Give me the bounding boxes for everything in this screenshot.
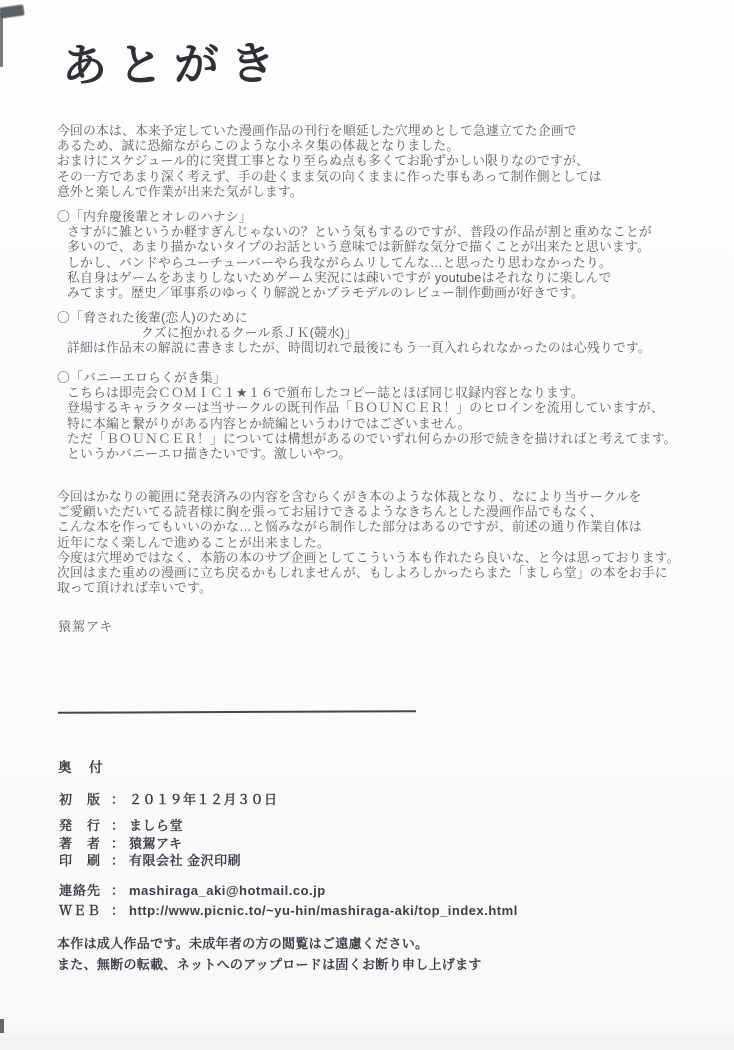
text-line: おまけにスケジュール的に突貫工事となり至らぬ点も多くてお恥ずかしい限りなのですが、 xyxy=(57,153,590,169)
colophon-label: 著 者 xyxy=(59,835,102,851)
intro-paragraph xyxy=(57,123,602,199)
section-heading-continued: クズに抱かれるクール系ＪＫ(競水)」 xyxy=(141,325,358,341)
colophon-colon: ： xyxy=(110,902,124,918)
section-heading: 〇「脅された後輩(恋人)のために xyxy=(57,310,248,325)
text-line: 登場するキャラクターは当サークルの既刊作品「ＢＯＵＮＣＥＲ！」のヒロインを流用していますが、 xyxy=(67,400,664,416)
section-heading: 〇「内弁慶後輩とオレのハナシ」 xyxy=(57,209,252,224)
colophon-label: 印 刷 xyxy=(59,853,102,869)
text-line: というかバニーエロ描きたいです。激しいやつ。 xyxy=(67,446,352,462)
colophon-edition-row xyxy=(59,789,278,808)
colophon-row xyxy=(59,901,518,921)
scan-edge-artifact xyxy=(0,13,3,67)
horizontal-divider xyxy=(58,710,416,714)
website-url: http://www.picnic.to/~yu-hin/mashiraga-aki/top_index.html xyxy=(129,902,518,918)
text-line: しかし、バンドやらユーチューバーやら我ながらムリしてんな…と思ったり思わなかったり。 xyxy=(67,254,612,270)
text-line: こちらは即売会ＣＯＭＩＣ１★１６で頒布したコピー誌とほぼ同じ収録内容となります。 xyxy=(67,385,585,401)
text-line: 今回はかなりの範囲に発表済みの内容を含むらくがき本のような体裁となり、なにより当サークルを xyxy=(57,489,642,504)
text-line: 取って頂ければ幸いです。 xyxy=(57,580,212,596)
author-signature: 猿駕アキ xyxy=(58,619,114,634)
text-line: こんな本を作ってもいいのかな…と悩みながら制作した部分はあるのですが、前述の通り作業自体は xyxy=(57,519,642,535)
text-line: 特に本編と繋がりがある内容とか続編というわけではございません。 xyxy=(67,415,471,431)
colophon-colon: ： xyxy=(110,792,124,807)
text-line: さすがに雑というか軽すぎんじゃないの？という気もするのですが、普段の作品が割と重めなことが xyxy=(67,224,652,240)
contact-email: mashiraga_aki@hotmail.co.jp xyxy=(129,883,326,898)
text-line: 今度は穴埋めではなく、本筋の本のサブ企画としてこういう本も作れたら良いな、と今は思っております。 xyxy=(57,549,680,565)
colophon-value: 有限会社 金沢印刷 xyxy=(129,853,242,869)
colophon-colon: ： xyxy=(110,883,124,898)
text-line: あるため、誠に恐縮ながらこのような小ネタ集の体裁となりました。 xyxy=(57,138,460,154)
section-body xyxy=(57,224,652,300)
text-line: 近年になく楽しんで進めることが出来ました。 xyxy=(57,534,330,550)
text-line: みてます。歴史／軍事系のゆっくり解説とかプラモデルのレビュー制作動画が好きです。 xyxy=(67,285,585,301)
colophon-colon: ： xyxy=(110,818,124,833)
colophon-value: ２０１９年１２月３０日 xyxy=(129,792,278,807)
colophon-contact-rows xyxy=(59,881,518,920)
colophon-value: 猿駕アキ xyxy=(129,835,183,851)
section-uchibenkei xyxy=(57,209,652,300)
colophon-colon: ： xyxy=(110,835,124,851)
closing-paragraph xyxy=(57,489,680,595)
colophon-colon: ： xyxy=(110,853,124,869)
text-line: 私自身はゲームをあまりしないためゲーム実況には疎いですが youtubeはそれなりに楽しんで xyxy=(67,269,612,285)
notice-line: また、無断の転載、ネットへのアップロードは固くお断り申し上げます xyxy=(57,957,482,972)
text-line: 多いので、あまり描かないタイプのお話という意味では新鮮な気分で描くことが出来たと思います。 xyxy=(67,239,650,255)
text-line: 意外と楽しんで作業が出来た気がします。 xyxy=(57,183,303,199)
section-odosareta xyxy=(57,310,651,356)
section-heading: 〇「バニーエロらくがき集」 xyxy=(57,370,226,385)
colophon-publisher-rows xyxy=(59,817,241,870)
colophon-label: 発 行 xyxy=(59,818,102,833)
notice-line: 本作は成人作品です。未成年者の方の閲覧はご遠慮ください。 xyxy=(57,936,429,951)
text-line: 今回の本は、本来予定していた漫画作品の刊行を順延した穴埋めとして急遽立てた企画で xyxy=(57,123,577,138)
adult-content-notice xyxy=(57,933,482,975)
scan-smudge-icon xyxy=(0,4,25,18)
scan-bottom-shade xyxy=(0,1036,734,1050)
text-line: 詳細は作品末の解説に書きましたが、時間切れで最後にもう一頁入れられなかったのは心残りです。 xyxy=(67,340,651,356)
colophon-row xyxy=(59,789,278,808)
text-line: 次回はまた重めの漫画に立ち戻るかもしれませんが、もしよろしかったらまた「ましら堂」の本をお手に xyxy=(57,565,668,581)
text-line: その一方であまり深く考えず、手の赴くまま気の向くままに作った事もあって制作側としては xyxy=(57,168,602,184)
section-body xyxy=(57,340,651,355)
colophon-row xyxy=(59,852,241,870)
colophon-row xyxy=(59,835,241,853)
section-bunny xyxy=(57,370,677,461)
colophon-label: 初 版 xyxy=(59,792,102,807)
page-title: あとがき xyxy=(61,36,287,93)
text-line: ただ「ＢＯＵＮＣＥＲ！」については構想があるのでいずれ何らかの形で続きを描ければと考えてます。 xyxy=(67,430,677,446)
text-line: ご愛顧いただいてる読者様に胸を張ってお届けできるようなきちんとした漫画作品でもなく、 xyxy=(57,504,603,520)
scan-dot-artifact xyxy=(0,1019,4,1033)
colophon-title: 奥 付 xyxy=(58,760,105,775)
colophon-row xyxy=(59,881,518,901)
colophon-row xyxy=(59,817,241,835)
section-body xyxy=(57,385,677,461)
colophon-value: ましら堂 xyxy=(129,818,184,833)
colophon-label: ＷＥＢ xyxy=(59,902,102,918)
colophon-label: 連絡先 xyxy=(59,883,102,898)
